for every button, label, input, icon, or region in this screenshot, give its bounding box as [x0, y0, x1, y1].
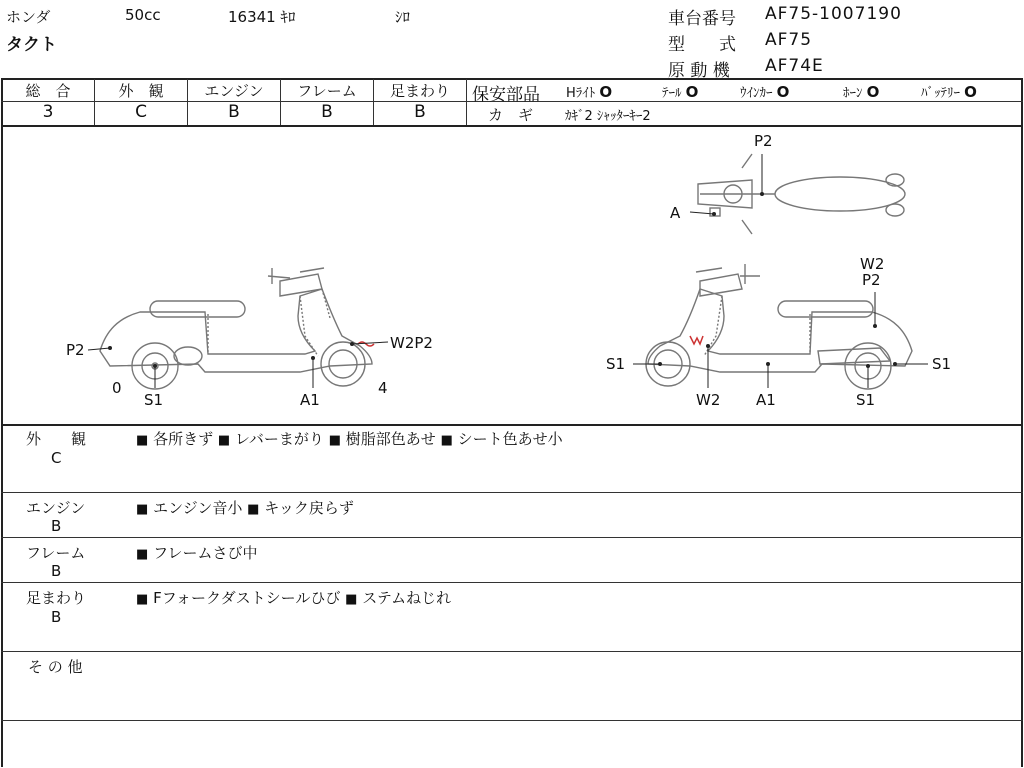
- engine-grade: B: [228, 102, 240, 122]
- label-left-0: 0: [112, 379, 122, 397]
- safety-divider: [467, 101, 1023, 102]
- overall-grade: 3: [42, 102, 54, 122]
- exterior-label: 外 観: [118, 82, 164, 100]
- note-items-frame: ■ フレームさび中: [136, 544, 258, 562]
- exterior-grade: C: [135, 102, 147, 122]
- note-grade-exterior: C: [51, 449, 62, 467]
- type-label: 型 式: [668, 35, 736, 55]
- note-grade-suspension: B: [51, 608, 62, 626]
- note-grade-engine: B: [51, 517, 62, 535]
- left-side-view: [100, 268, 372, 389]
- safety-item-headlight: Hﾗｲﾄ O: [566, 83, 613, 101]
- note-category-suspension: 足まわり: [26, 589, 87, 607]
- note-items-engine: ■ エンジン音小 ■ キック戻らず: [136, 499, 354, 517]
- key-value: ｶｷﾞ2 ｼｬｯﾀｰｷｰ2: [565, 109, 651, 124]
- label-right-p2-top: P2: [862, 271, 881, 289]
- diagram-bottom-line: [1, 424, 1023, 426]
- color: ｼﾛ: [395, 8, 411, 26]
- mileage: 16341 ｷﾛ: [228, 8, 296, 26]
- label-left-a1: A1: [300, 391, 320, 409]
- key-label: カ ギ: [488, 106, 534, 124]
- overall-label: 総 合: [25, 82, 71, 100]
- suspension-label: 足まわり: [389, 82, 450, 100]
- frame-grade: B: [321, 102, 333, 122]
- note-items-exterior: ■ 各所きず ■ レバーまがり ■ 樹脂部色あせ ■ シート色あせ小: [136, 430, 563, 448]
- top-view: [698, 154, 905, 234]
- engine-model-label: 原 動 機: [668, 61, 730, 81]
- note-category-engine: エンジン: [26, 499, 86, 517]
- model-name: タクト: [6, 35, 57, 55]
- label-right-s1-bottom: S1: [856, 391, 876, 409]
- engine-model-value: AF74E: [765, 56, 824, 76]
- note-grade-frame: B: [51, 562, 62, 580]
- label-left-p2: P2: [66, 341, 85, 359]
- damage-mark-right: [690, 336, 703, 344]
- safety-item-tail: ﾃｰﾙ O: [662, 83, 699, 101]
- label-top-p2: P2: [754, 132, 773, 150]
- frame-no: AF75-1007190: [765, 4, 902, 24]
- frame-no-label: 車台番号: [668, 9, 736, 29]
- label-right-s1-front: S1: [606, 355, 626, 373]
- note-category-other: そ の 他: [28, 658, 83, 676]
- frame-label: フレーム: [297, 82, 357, 100]
- label-left-4: 4: [378, 379, 388, 397]
- safety-item-battery: ﾊﾞｯﾃﾘｰ O: [921, 83, 977, 101]
- safety-label: 保安部品: [472, 85, 540, 105]
- scooter-diagram: [0, 126, 1024, 424]
- note-items-suspension: ■ Fフォークダストシールひび ■ ステムねじれ: [136, 589, 452, 607]
- note-category-frame: フレーム: [26, 544, 86, 562]
- label-right-s1-rear: S1: [932, 355, 952, 373]
- displacement: 50cc: [125, 6, 161, 24]
- label-right-a1: A1: [756, 391, 776, 409]
- label-top-a: A: [670, 204, 681, 222]
- label-left-s1: S1: [144, 391, 164, 409]
- label-right-w2-top: W2: [860, 255, 885, 273]
- safety-item-horn: ﾎｰﾝ O: [843, 83, 880, 101]
- label-right-w2: W2: [696, 391, 721, 409]
- engine-label: エンジン: [204, 82, 264, 100]
- maker: ホンダ: [6, 8, 51, 26]
- type-value: AF75: [765, 30, 813, 50]
- label-left-w2p2: W2P2: [390, 334, 433, 352]
- safety-item-winker: ｳｲﾝｶｰ O: [740, 83, 790, 101]
- suspension-grade: B: [414, 102, 426, 122]
- note-category-exterior: 外 観: [26, 430, 87, 448]
